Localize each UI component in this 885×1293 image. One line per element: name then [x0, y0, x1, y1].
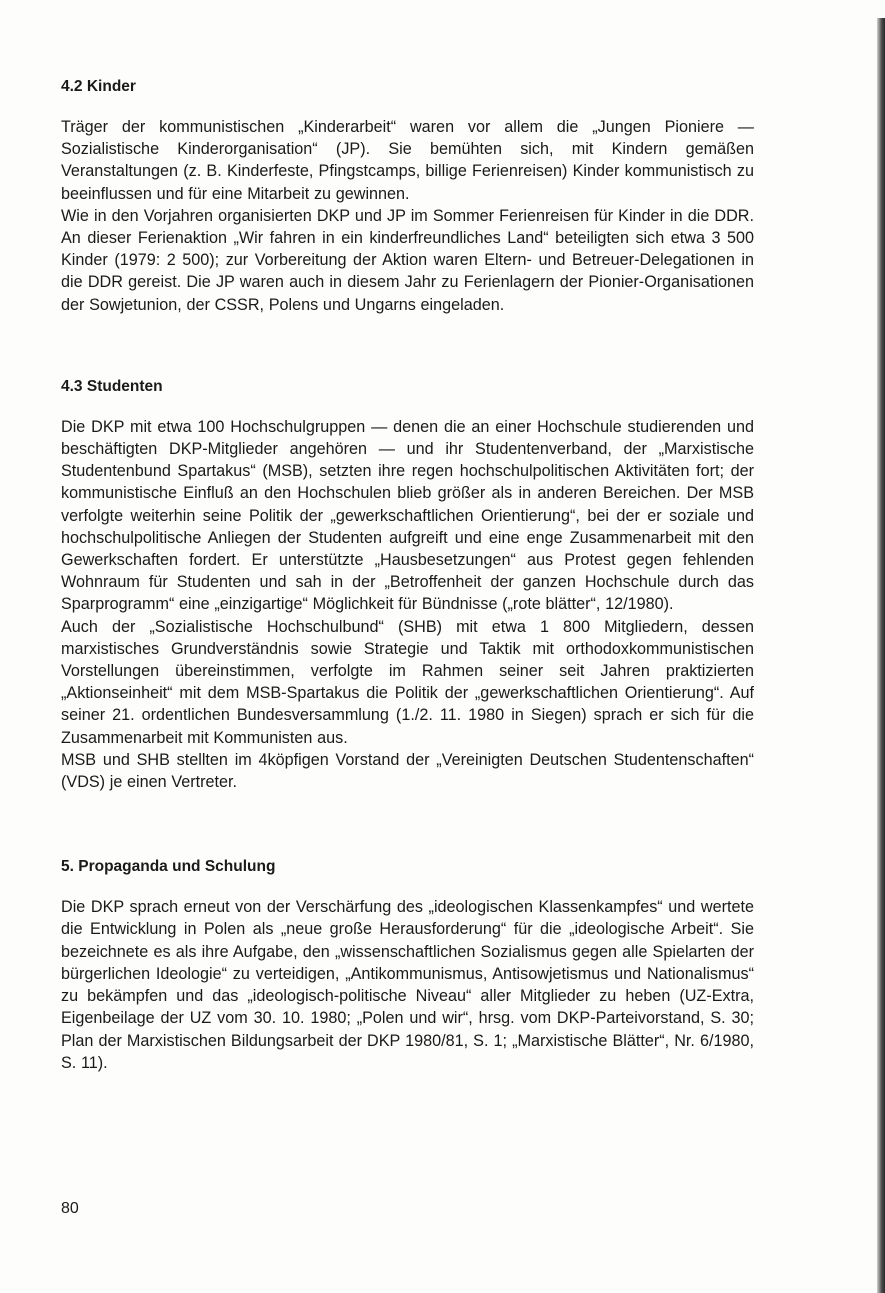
paragraph-propaganda-1: Die DKP sprach erneut von der Verschärfung des „ideologischen Klassenkampfes“ und wertete die Entwicklung in Polen als „neue große Herausforderung“ für die „ideologische Arbeit“. Sie bezeichnete es als ihre Aufgabe, den „wissenschaftlichen Sozialismus gegen alle Spielarten der bürgerlichen Ideologie“ zu verteidigen, „Antikommunismus, Antisowjetismus und Nationalismus“ zu bekämpfen und das „ideologisch-politische Niveau“ aller Mitglieder zu heben (UZ-Extra, Eigenbeilage der UZ vom 30. 10. 1980; „Polen und wir“, hrsg. vom DKP-Parteivorstand, S. 30; Plan der Marxistischen Bildungsarbeit der DKP 1980/81, S. 1; „Marxistische Blätter“, Nr. 6/1980, S. 11). [61, 898, 754, 1072]
paragraph-kinder-2: Wie in den Vorjahren organisierten DKP und JP im Sommer Ferienreisen für Kinder in die DDR. An dieser Ferienaktion „Wir fahren in ein kinderfreundliches Land“ beteiligten sich etwa 3 500 Kinder (1979: 2 500); zur Vorbereitung der Aktion waren Eltern- und Betreuer-Delegationen in die DDR gereist. Die JP waren auch in diesem Jahr zu Ferienlagern der Pionier-Organisationen der Sowjetunion, der CSSR, Polens und Ungarns eingeladen. [61, 206, 754, 314]
paragraph-studenten-3: MSB und SHB stellten im 4köpfigen Vorstand der „Vereinigten Deutschen Studentenschaften“ (VDS) je einen Vertreter. [61, 750, 754, 792]
heading-kinder: 4.2 Kinder [61, 78, 136, 95]
page-number: 80 [61, 1200, 79, 1217]
page-content [61, 76, 754, 1074]
scan-binding-edge [877, 18, 885, 1293]
paragraph-studenten-2: Auch der „Sozialistische Hochschulbund“ (SHB) mit etwa 1 800 Mitgliedern, dessen marxistisches Grundverständnis sowie Strategie und Taktik mit orthodoxkommunistischen Vorstellungen übereinstimmen, verfolgte im Rahmen seiner seit Jahren praktizierten „Aktionseinheit“ mit dem MSB-Spartakus die Politik der „gewerkschaftlichen Orientierung“. Auf seiner 21. ordentlichen Bundesversammlung (1./2. 11. 1980 in Siegen) sprach er sich für die Zusammenarbeit mit Kommunisten aus. [61, 617, 754, 747]
paragraph-kinder-1: Träger der kommunistischen „Kinderarbeit“ waren vor allem die „Jungen Pioniere — Sozialistische Kinderorganisation“ (JP). Sie bemühten sich, mit Kindern gemäßen Veranstaltungen (z. B. Kinderfeste, Pfingstcamps, billige Ferienreisen) Kinder kommunistisch zu beeinflussen und für eine Mitarbeit zu gewinnen. [61, 118, 754, 203]
heading-propaganda: 5. Propaganda und Schulung [61, 858, 276, 876]
heading-studenten: 4.3 Studenten [61, 377, 163, 395]
paragraph-studenten-1: Die DKP mit etwa 100 Hochschulgruppen — denen die an einer Hochschule studierenden und beschäftigten DKP-Mitglieder angehören — und ihr Studentenverband, der „Marxistische Studentenbund Spartakus“ (MSB), setzten ihre regen hochschulpolitischen Aktivitäten fort; der kommunistische Einfluß an den Hochschulen blieb größer als in anderen Bereichen. Der MSB verfolgte weiterhin seine Politik der „gewerkschaftlichen Orientierung“, bei der er soziale und hochschulpolitische Anliegen der Studenten aufgreift und eine enge Zusammenarbeit mit den Gewerkschaften fordert. Er unterstützte „Hausbesetzungen“ aus Protest gegen fehlenden Wohnraum für Studenten und sah in der „Betroffenheit der ganzen Hochschule durch das Sparprogramm“ eine „einzigartige“ Möglichkeit für Bündnisse („rote blätter“, 12/1980). [61, 417, 754, 614]
